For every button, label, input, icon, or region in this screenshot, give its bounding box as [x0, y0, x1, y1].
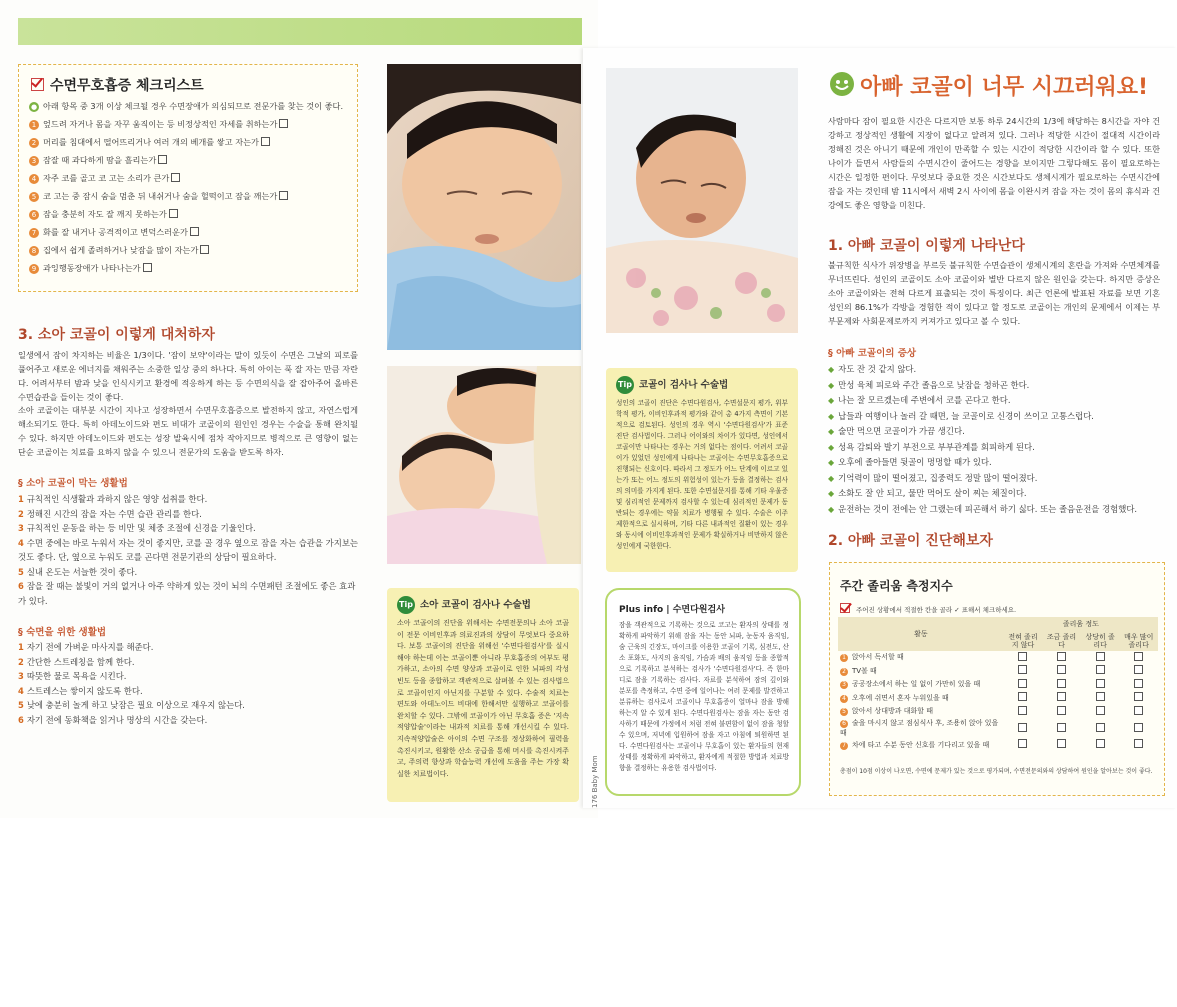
activity-cell: [838, 651, 1004, 665]
item-number: 4: [18, 685, 24, 696]
item-number: 4: [29, 174, 39, 184]
table-row: [838, 738, 1158, 752]
checkbox[interactable]: [1096, 679, 1105, 688]
checkbox[interactable]: [1057, 692, 1066, 701]
symptom-item: [828, 362, 1160, 378]
checklist-item-text: 잠을 충분히 자도 잘 깨지 못하는가: [43, 209, 167, 219]
symptom-text: 오후에 졸아들면 뒷골이 멍멍할 때가 있다.: [838, 457, 992, 467]
checklist-item: [29, 241, 353, 259]
checklist-item: [29, 151, 353, 169]
checkbox[interactable]: [1134, 652, 1143, 661]
list-item-text: 낮에 충분히 놀게 하고 낮잠은 필요 이상으로 재우지 않는다.: [26, 700, 245, 710]
score-checkbox-cell: [1119, 664, 1158, 678]
checkmark-icon: [840, 603, 850, 613]
right-intro: 사람마다 잠이 필요한 시간은 다르지만 보통 하루 24시간의 1/3에 해당하는 8시간을 자야 건강하고 정상적인 생활에 지장이 없다고 알려져 있다. 그러나 적당한 시간이 절대적 시간이라 정해진 것은 아니기 때문에 개인이 만족할 수 있는 시간이 적당한 시간이라 할 수 있다. 또한 나이가 들면서 사람들의 수면시간이 줄어드는 경향을 보이지만 그렇다해도 몸이 필요로하는 시간은 일정한 편이다. 무엇보다 중요한 것은 시간보다도 생체시계가 필요로하는 수면시간에 잠을 자는 것인데 밤 11시에서 새벽 2시 사이에 몸을 이완시켜 잠을 자는 것이 몸의 휴식과 건강에도 좋은 영향을 미친다.: [828, 116, 1160, 210]
tip-text-adult: 성인의 코골이 진단은 수면다원검사, 수면설문지 평가, 위부학적 평가, 이비인후과적 평가와 같이 총 4가지 측면이 기본적으로 검토된다. 성인의 경우 역시 '수면다원검사'가 표준 진단 검사법이다. 그러나 어이와의 차이가 있다면, 성인에서 코골이만 나타나는 경우는 거의 없다는 점이다. 어려서 코골이가 있었던 성인에게 나타나는 코골이는 수면무호흡증으로 진행되는 신호이다. 따라서 그 정도가 어느 단계에 이르고 있는가 또는 어느 정도의 위험성이 있는가 등을 결정하는 검사의 의미를 가지게 된다. 또한 수면설문지를 통해 기타 우울증 및 심리적인 문제까지 검사할 수 있는데 심리적인 문제가 동반되는 경우에는 약물 치료가 병행될 수 있다. 수술은 이주 제한적으로 실시하며, 기타 다른 내과적인 질환이 있는 경우와 동시에 이비인후과적인 문제가 확실하거나 비만하지 않은 성인에게 국한한다.: [616, 399, 788, 550]
checklist-items: [29, 115, 353, 277]
checklist-item: [29, 133, 353, 151]
score-title: 주간 졸리움 측정지수: [840, 579, 953, 593]
top-green-bar: [18, 18, 582, 45]
activity-cell: [838, 738, 1004, 752]
checklist-intro: ● 아래 항목 중 3개 이상 체크될 경우 수면장애가 의심되므로 전문가를 찾는 것이 좋다.: [30, 101, 344, 111]
checkbox[interactable]: [1057, 665, 1066, 674]
checklist-item-text: 자주 코를 골고 코 고는 소리가 큰가: [43, 173, 170, 183]
sleep-title: § 숙면을 위한 생활법: [18, 627, 107, 638]
table-row: [838, 718, 1158, 738]
checkbox[interactable]: [1134, 739, 1143, 748]
checkbox[interactable]: [1096, 706, 1105, 715]
item-number: 1: [29, 120, 39, 130]
checklist-item: [29, 223, 353, 241]
tip-badge: Tip: [397, 596, 415, 614]
section3-para2: 소아 코골이는 대부분 시간이 지나고 성장하면서 수면무호흡증으로 발전하지 않고, 자연스럽게 해소되기도 한다. 특히 아데노이드와 편도 비대가 코골이의 원인인 경우는 수술을 통해 완치될 수 있다. 하지만 아데노이드와 편도는 성장 발육시에 점차 작아지므로 병적으로 큰 영향이 없는 단순 코골이는 치료를 요하지 않을 수 있으니 전문가의 도움을 받도록 하자.: [18, 405, 358, 457]
symptom-text: 소화도 잘 안 되고, 물만 먹어도 살이 찌는 체질이다.: [838, 488, 1027, 498]
activity-cell: [838, 718, 1004, 738]
table-row: [838, 664, 1158, 678]
item-number: 2: [840, 668, 848, 676]
checkbox[interactable]: [1096, 665, 1105, 674]
score-checkbox-cell: [1042, 651, 1081, 665]
section3-para1: 일생에서 잠이 차지하는 비율은 1/3이다. '잠이 보약'이라는 말이 있듯이 수면은 그날의 피로를 풀어주고 새로운 에너지를 채워주는 소중한 일상 중의 하나다. 특히 아이는 푹 잘 자는 만큼 자란다. 어려서부터 밤과 낮을 인식시키고 환경에 적응하게 하는 등 수면의식을 잘 잡아주어 올바른 수면습관을 들이는 것이 좋다.: [18, 350, 358, 402]
list-item: [18, 492, 358, 507]
score-column-header: 매우 많이 졸리다: [1119, 631, 1158, 651]
score-checkbox-cell: [1081, 718, 1120, 738]
table-row: [838, 678, 1158, 692]
item-number: 1: [18, 494, 24, 504]
list-item: [18, 698, 358, 713]
score-checkbox-cell: [1004, 718, 1043, 738]
activity-text: 공공장소에서 하는 일 없이 가만히 있을 때: [852, 680, 981, 689]
item-number: 4: [840, 695, 848, 703]
item-number: 6: [29, 210, 39, 220]
checkbox[interactable]: [1057, 706, 1066, 715]
item-number: 7: [840, 742, 848, 750]
symptom-text: 술만 먹으면 코골이가 가끔 생긴다.: [838, 426, 965, 436]
score-column-header: 조금 졸리다: [1042, 631, 1081, 651]
checkbox[interactable]: [279, 119, 288, 128]
item-number: 7: [29, 228, 39, 238]
prevent-title: § 소아 코골이 막는 생활법: [18, 478, 128, 489]
bullet-icon: ●: [30, 103, 38, 111]
prevent-list: [18, 492, 358, 608]
checkbox[interactable]: [1096, 739, 1105, 748]
activity-text: 앉아서 상대방과 대화할 때: [852, 707, 934, 716]
score-checkbox-cell: [1042, 705, 1081, 719]
checkbox[interactable]: [1018, 706, 1027, 715]
symptom-item: [828, 471, 1160, 487]
tip-badge: Tip: [616, 376, 634, 394]
table-row: [838, 651, 1158, 665]
score-checkbox-cell: [1004, 738, 1043, 752]
item-number: 3: [29, 156, 39, 166]
item-number: 6: [18, 581, 24, 591]
item-number: 3: [18, 671, 24, 681]
checkbox[interactable]: [1134, 679, 1143, 688]
diamond-bullet-icon: ◆: [828, 380, 835, 390]
symptom-item: [828, 455, 1160, 471]
photo-sleeping-father: [606, 68, 798, 333]
item-number: 6: [840, 720, 848, 728]
list-item-text: 따뜻한 물로 목욕을 시킨다.: [26, 671, 127, 681]
score-table: [838, 617, 1158, 752]
score-checkbox-cell: [1119, 651, 1158, 665]
section1-title: 1. 아빠 코골이 이렇게 나타난다: [828, 238, 1025, 254]
score-checkbox-cell: [1081, 678, 1120, 692]
checklist-item: [29, 259, 353, 277]
tip-title-child: Tip 소아 코골이 검사나 수술법: [397, 596, 531, 614]
item-number: 2: [18, 508, 24, 519]
checkbox[interactable]: [1018, 739, 1027, 748]
item-number: 2: [18, 656, 24, 667]
activity-cell: [838, 691, 1004, 705]
score-checkbox-cell: [1042, 738, 1081, 752]
activity-text: 오후에 쉬면서 혼자 누워있을 때: [852, 693, 949, 702]
diamond-bullet-icon: ◆: [828, 442, 835, 452]
checkbox[interactable]: [143, 263, 152, 272]
symptom-item: [828, 502, 1160, 518]
right-page: [583, 48, 1177, 808]
activity-cell: [838, 705, 1004, 719]
symptom-text: 자도 잔 것 같지 않다.: [838, 364, 917, 374]
item-number: 8: [29, 246, 39, 256]
list-item-text: 간단한 스트레칭을 함께 한다.: [26, 656, 135, 667]
activity-text: TV볼 때: [852, 666, 877, 675]
checkbox[interactable]: [1057, 723, 1066, 732]
section3-title: 3. 소아 코골이 이렇게 대처하자: [18, 327, 215, 343]
checkbox[interactable]: [171, 173, 180, 182]
item-number: 5: [18, 700, 24, 710]
list-item: [18, 655, 358, 670]
list-item: [18, 640, 358, 655]
item-number: 6: [18, 714, 24, 725]
activity-text: 앉아서 독서할 때: [852, 653, 904, 662]
score-checkbox-cell: [1119, 691, 1158, 705]
diamond-bullet-icon: ◆: [828, 504, 835, 514]
photo-father-child: [387, 366, 581, 564]
score-checkbox-cell: [1042, 664, 1081, 678]
table-row: [838, 705, 1158, 719]
activity-text: 술을 마시지 않고 점심식사 후, 조용히 앉아 있을 때: [840, 719, 999, 737]
checklist-item: [29, 205, 353, 223]
checkbox[interactable]: [261, 137, 270, 146]
score-column-header: 전혀 졸리지 않다: [1004, 631, 1043, 651]
checkmark-icon: [31, 78, 44, 91]
symptom-item: [828, 409, 1160, 425]
score-checkbox-cell: [1119, 718, 1158, 738]
checklist-item-text: 과잉행동장애가 나타나는가: [43, 263, 141, 273]
sleep-list: [18, 640, 358, 727]
symptom-text: 만성 육체 피로와 주간 졸음으로 낮잠을 청하곤 한다.: [838, 379, 1030, 390]
score-checkbox-cell: [1081, 738, 1120, 752]
checkbox[interactable]: [1096, 723, 1105, 732]
checkbox[interactable]: [1096, 652, 1105, 661]
score-checkbox-cell: [1042, 678, 1081, 692]
item-number: 2: [29, 138, 39, 148]
checkbox[interactable]: [1057, 652, 1066, 661]
checklist-title: 수면무호흡증 체크리스트: [31, 75, 204, 95]
score-checkbox-cell: [1081, 691, 1120, 705]
list-item-text: 스트레스는 쌓이지 않도록 한다.: [26, 685, 143, 696]
checklist-item: [29, 169, 353, 187]
score-checkbox-cell: [1119, 738, 1158, 752]
s-icon: §: [18, 627, 27, 638]
list-item: [18, 536, 358, 565]
list-item-text: 수면 중에는 바로 누워서 자는 것이 좋지만, 코를 골 경우 옆으로 잠을 자는 습관을 가지보는 것도 좋다. 단, 옆으로 누워도 코를 곤다면 전문기관의 상담이 필요하다.: [18, 537, 359, 562]
symptom-item: [828, 393, 1160, 409]
diamond-bullet-icon: ◆: [828, 427, 835, 436]
sleepiness-score-box: [829, 562, 1165, 796]
list-item-text: 자기 전에 가벼운 마사지를 해준다.: [26, 642, 154, 652]
s-icon: §: [18, 478, 27, 489]
score-footnote: 총점이 10점 이상이 나오면, 수면에 문제가 있는 것으로 평가되며, 수면전문의와의 상담하여 원인을 알아보는 것이 좋다.: [840, 768, 1153, 775]
section1-text: 불규칙한 식사가 위장병을 부르듯 불규칙한 수면습관이 생체시계의 혼란을 가져와 수면체계를 무너뜨린다. 성인의 코골이도 소아 코골이와 별반 다르지 않은 원인을 갖는다. 하지만 증상은 소아 코골이와는 전혀 다르게 표출되는 것이 특징이다. 최근 언론에 발표된 자료를 보면 기혼 성인의 86.1%가 각방을 경험한 적이 있다고 할 정도로 코골이는 개인의 문제에서 이제는 부부문제와 사회문제로까지 커져가고 있다고 볼 수 있다.: [828, 260, 1160, 326]
diamond-bullet-icon: ◆: [828, 411, 835, 421]
smile-icon: [830, 72, 854, 96]
checkbox[interactable]: [1018, 665, 1027, 674]
score-checkbox-cell: [1119, 705, 1158, 719]
list-item-text: 자기 전에 동화책을 읽거나 명상의 시간을 갖는다.: [26, 714, 208, 725]
tip-box-adult: [606, 368, 798, 572]
left-page: [0, 0, 598, 818]
checkbox[interactable]: [158, 155, 167, 164]
checkbox[interactable]: [1018, 652, 1027, 661]
item-number: 3: [18, 523, 24, 533]
checkbox[interactable]: [1134, 723, 1143, 732]
checkbox[interactable]: [1018, 723, 1027, 732]
symptoms-title: § 아빠 코골이의 증상: [828, 348, 917, 359]
checkbox[interactable]: [1057, 679, 1066, 688]
checklist-item-text: 코 고는 중 잠시 숨을 멈춘 뒤 내쉬거나 숨을 헐떡이고 잠을 깨는가: [43, 191, 278, 201]
checklist-item-text: 집에서 쉽게 졸려하거나 낮잠을 많이 자는가: [43, 245, 199, 255]
tip-title-adult: Tip 코골이 검사나 수술법: [616, 376, 728, 394]
item-number: 5: [840, 708, 848, 716]
activity-cell: [838, 678, 1004, 692]
page-number-side: 176 Baby Mom: [591, 755, 599, 808]
tip-text-child: 소아 코골이의 진단을 위해서는 수면전문의나 소아 코골이 전문 이비인후과 의료진과의 상담이 무엇보다 중요하다. 보통 코골이의 진단을 위해선 '수면다원검사'를 실시해야 하는데 이는 코골이뿐 아니라 무호흡증의 여부도 평가하고, 소아의 수면 양상과 코골이로 인한 뇌파의 각성 빈도 등을 종합하고 객관적으로 살펴볼 수 있는 검사법으로 코골이인지 아닌지를 구분할 수 있다. 수술적 치료는 편도와 아데노이드 비대에 한해서만 실행하고 코골이를 완치할 수 있다. 그밖에 코골이가 아닌 무호흡 증은 '지속적양압술'이라는 내과적 치료를 통해 개선시킬 수 있다. 지속적양압술은 아이의 수면 구조를 정상화하여 필력을 촉진시키고, 원활한 산소 공급을 통해 머시를 촉진시켜주고, 주의력 향상과 학습능력 개선에 도움을 주는 가장 확실한 치료법이다.: [397, 619, 569, 778]
diamond-bullet-icon: ◆: [828, 473, 835, 483]
checklist-item-text: 엎드려 자거나 몸을 자꾸 움직이는 등 비정상적인 자세를 취하는가: [43, 119, 278, 129]
symptom-item: [828, 440, 1160, 456]
checkbox[interactable]: [1057, 739, 1066, 748]
item-number: 9: [29, 264, 39, 274]
item-number: 4: [18, 537, 24, 548]
checklist-item-text: 잠잘 때 과다하게 땀을 흘리는가: [43, 155, 157, 165]
checklist-item: [29, 187, 353, 205]
checklist-box: [18, 64, 358, 292]
plus-info-box: [605, 588, 801, 796]
header-activity: 활동: [838, 617, 1004, 651]
list-item: [18, 565, 358, 580]
diamond-bullet-icon: ◆: [828, 458, 835, 467]
symptom-text: 납들과 여행이나 놀러 갈 때면, 늘 코골이로 신경이 쓰이고 고통스럽다.: [838, 410, 1094, 421]
score-checkbox-cell: [1042, 691, 1081, 705]
list-item: [18, 521, 358, 536]
checkbox[interactable]: [1018, 679, 1027, 688]
list-item-text: 실내 온도는 서늘한 것이 좋다.: [26, 566, 138, 577]
score-instruction: 주어진 상황에서 적절한 칸을 골라 ✓ 표해서 체크하세요.: [840, 603, 1016, 614]
score-checkbox-cell: [1004, 651, 1043, 665]
item-number: 5: [29, 192, 39, 202]
symptom-text: 나는 잘 모르겠는데 주변에서 코를 곤다고 한다.: [838, 395, 1011, 405]
score-checkbox-cell: [1004, 664, 1043, 678]
list-item: [18, 713, 358, 728]
list-item-text: 규칙적인 식생활과 과하지 않은 영양 섭취를 한다.: [26, 494, 208, 504]
s-icon: §: [828, 348, 837, 359]
item-number: 1: [840, 654, 848, 662]
checkbox[interactable]: [279, 191, 288, 200]
checkbox[interactable]: [200, 245, 209, 254]
symptom-text: 운전하는 것이 전에는 안 그랬는데 피곤해서 하기 싫다. 또는 졸음운전을 경험했다.: [838, 503, 1138, 514]
score-checkbox-cell: [1042, 718, 1081, 738]
checkbox[interactable]: [1134, 706, 1143, 715]
photo-sleeping-child: [387, 64, 581, 350]
checklist-item-text: 화를 잘 내거나 공격적이고 변덕스러운가: [43, 227, 188, 237]
checkbox[interactable]: [1018, 692, 1027, 701]
list-item-text: 정해진 시간의 잠을 자는 수면 습관 관리를 한다.: [26, 508, 202, 519]
symptom-item: [828, 424, 1160, 440]
symptom-text: 성욕 감퇴와 발기 부전으로 부부관계를 회피하게 된다.: [838, 441, 1035, 452]
list-item-text: 규칙적인 운동을 하는 등 비만 및 체중 조절에 신경을 기울인다.: [26, 523, 256, 533]
score-checkbox-cell: [1004, 678, 1043, 692]
score-checkbox-cell: [1081, 705, 1120, 719]
section2-title: 2. 아빠 코골이 진단해보자: [828, 533, 993, 549]
score-checkbox-cell: [1119, 678, 1158, 692]
list-item: [18, 579, 358, 608]
score-column-header: 상당히 졸리다: [1081, 631, 1120, 651]
score-checkbox-cell: [1081, 651, 1120, 665]
item-number: 5: [18, 566, 24, 577]
checklist-item-text: 머리를 침대에서 떨어뜨리거나 여러 개의 베개를 쌓고 자는가: [43, 137, 259, 147]
list-item-text: 잠을 잘 때는 불빛이 거의 없거나 아주 약하게 있는 것이 뇌의 수면패턴 조절에도 좋은 효과가 있다.: [18, 581, 356, 606]
diamond-bullet-icon: ◆: [828, 365, 835, 374]
item-number: 3: [840, 681, 848, 689]
diamond-bullet-icon: ◆: [828, 396, 835, 405]
item-number: 1: [18, 642, 24, 652]
symptom-item: [828, 378, 1160, 394]
checkbox[interactable]: [1096, 692, 1105, 701]
plus-info-text: 잠을 객관적으로 기록하는 것으로 코고는 환자의 상태를 정확하게 파악하기 위해 잠을 자는 동안 뇌파, 눈동자 움직임, 숨 근육의 긴장도, 마이크를 이용한 코골이 기록, 심전도, 산소 포화도, 사지의 움직임, 가슴과 배의 움직임 등을 종합적으로 기록하고 분석하는 검사가 '수면다원검사'다. 즉 한마디로 잠을 기록하는 검사다. 자료를 분석하여 잠의 깊이와 분포를 측정하고, 수면 중에 일어나는 여러 문제를 발견하고 분류하는 검사로서 코골이나 무호흡증이 얼마나 잠을 방해하는지 알 수 있게 된다. 수면다원검사는 잠을 자는 동안 검사하기 때문에 가정에서 처럼 전혀 불편함이 없이 잠을 청할 수 있으며, 저녁에 입원하여 잠을 자고 아침에 퇴원하면 된다. 수면다원검사는 코골이나 무호흡이 있는 환자들의 현재 상태를 정확하게 파악하고, 환자에게 적절한 방법과 치료방향을 결정하는 유용한 검사법이다.: [619, 621, 789, 772]
activity-text: 차에 타고 수분 동안 신호를 기다리고 있을 때: [852, 740, 990, 749]
plus-info-title: Plus info | 수면다원검사: [619, 605, 725, 615]
score-checkbox-cell: [1004, 705, 1043, 719]
header-group: 졸리움 정도: [1004, 617, 1158, 631]
diamond-bullet-icon: ◆: [828, 489, 835, 498]
list-item: [18, 507, 358, 522]
table-row: [838, 691, 1158, 705]
list-item: [18, 684, 358, 699]
checkbox[interactable]: [1134, 692, 1143, 701]
list-item: [18, 669, 358, 684]
checkbox[interactable]: [190, 227, 199, 236]
score-checkbox-cell: [1004, 691, 1043, 705]
page-title: 아빠 코골이 너무 시끄러워요!: [860, 75, 1149, 100]
symptom-text: 기억력이 많이 떨어졌고, 집중력도 정말 많이 떨어졌다.: [838, 472, 1038, 483]
score-checkbox-cell: [1081, 664, 1120, 678]
checklist-item: [29, 115, 353, 133]
tip-box-child: [387, 588, 579, 802]
activity-cell: [838, 664, 1004, 678]
checkbox[interactable]: [1134, 665, 1143, 674]
symptom-list: [828, 362, 1160, 517]
checkbox[interactable]: [169, 209, 178, 218]
symptom-item: [828, 486, 1160, 502]
